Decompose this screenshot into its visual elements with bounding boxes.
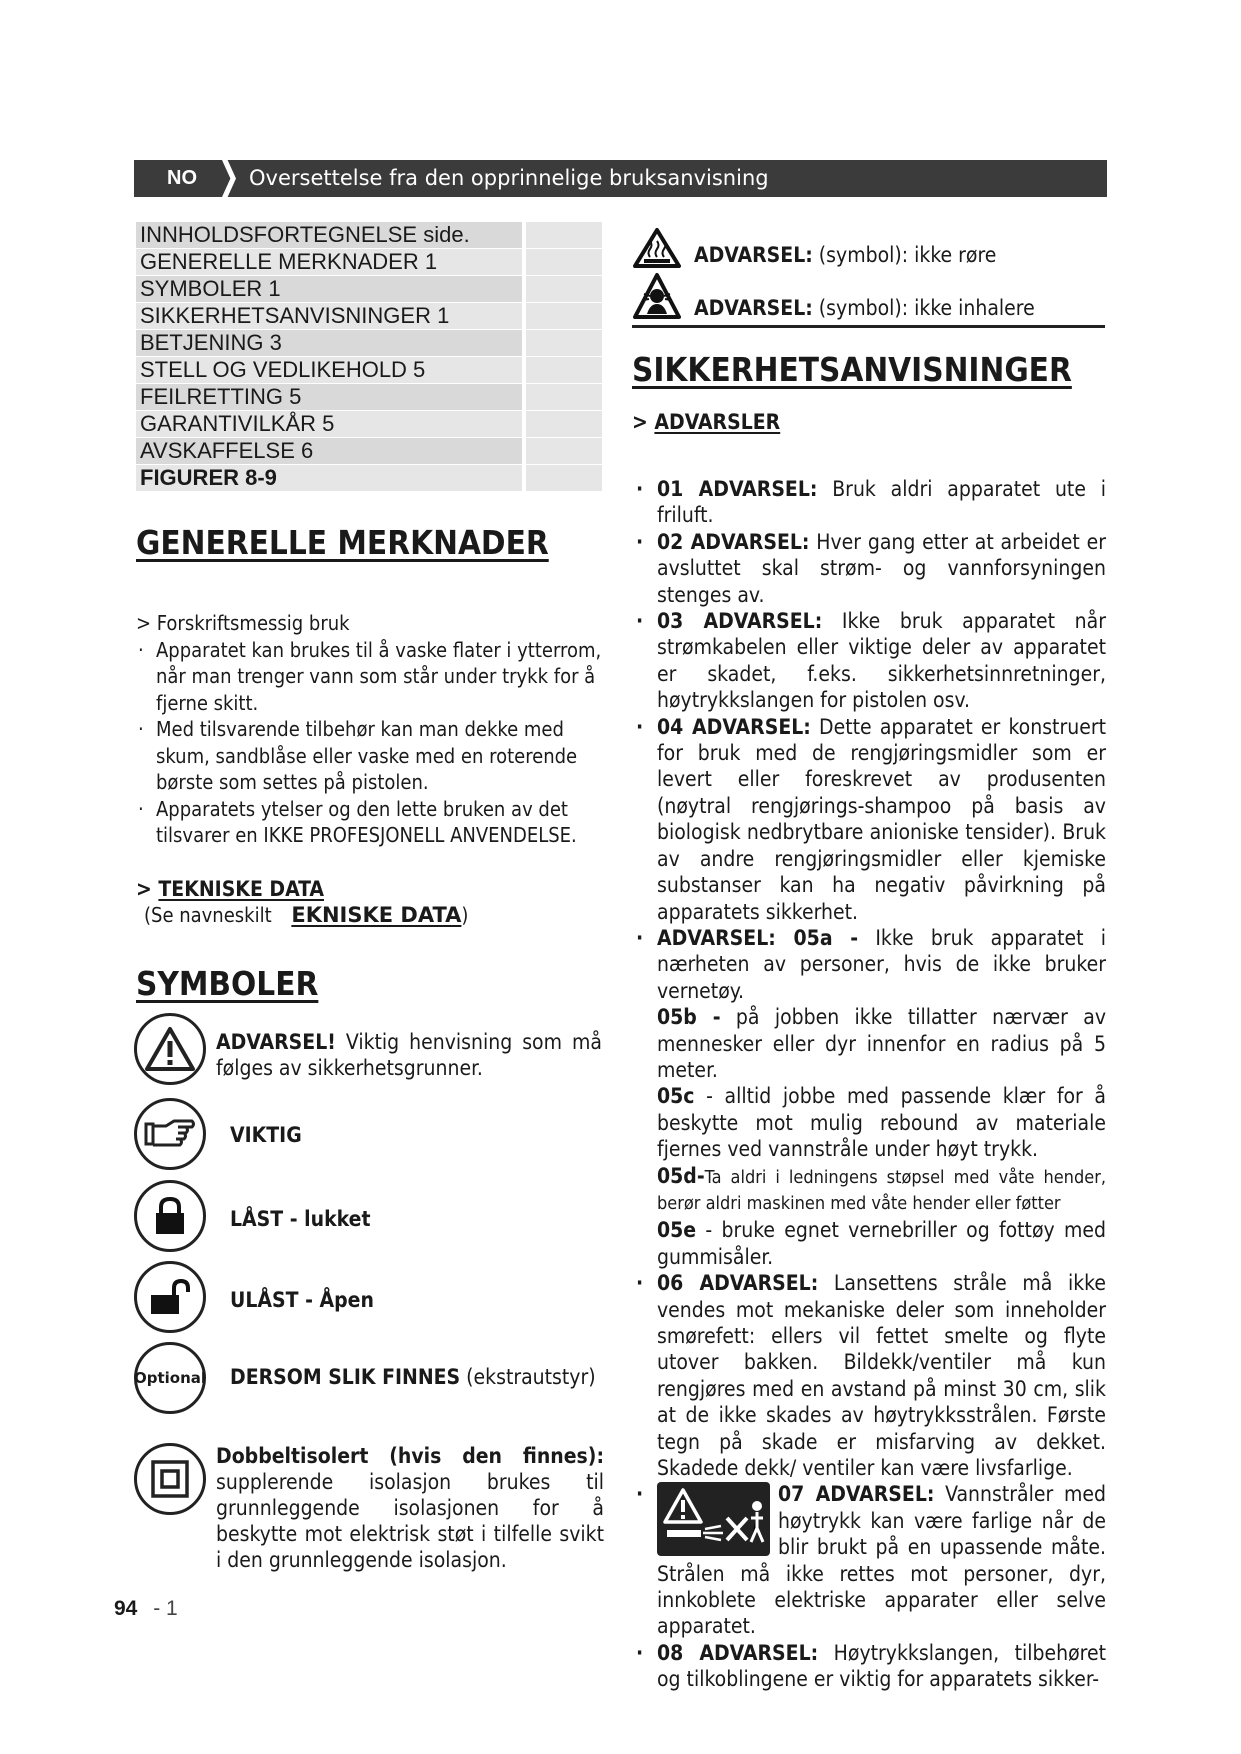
optional-icon	[134, 1342, 206, 1414]
page-footer	[114, 1597, 178, 1621]
warnings-subheading	[632, 410, 780, 434]
tech-data-heading	[136, 877, 324, 901]
warnings-arrow: >	[632, 410, 648, 434]
section-heading-safety: SIKKERHETSANVISNINGER	[632, 350, 1072, 389]
section-heading-symbols: SYMBOLER	[136, 964, 319, 1003]
hot-warning-label: ADVARSEL:	[694, 243, 813, 267]
warning-02: · 02 ADVARSEL: Hver gang etter at arbeidet er avsluttet skal strøm- og vannforsyningen stenges av.	[632, 529, 1106, 608]
warning-05c: 05c - alltid jobbe med passende klær for å beskytte mot mulig rebound av materiale fjernes ved vannstråle under høyt trykk.	[657, 1084, 1106, 1162]
tech-note-open: (Se navneskilt	[144, 903, 272, 927]
intended-use-label: > Forskriftsmessig bruk	[136, 611, 350, 635]
toc-row	[136, 276, 602, 302]
general-text	[136, 610, 602, 849]
toc-item: INNHOLDSFORTEGNELSE side.	[136, 222, 522, 248]
warning-08: · 08 ADVARSEL: Høytrykkslangen, tilbehøret og tilkoblingene er viktig for apparatets sikker-	[632, 1640, 1106, 1693]
hot-warning-text: (symbol): ikke røre	[812, 243, 997, 267]
toc-item: STELL OG VEDLIKEHOLD 5	[136, 357, 522, 383]
toc-item: FEILRETTING 5	[136, 384, 522, 410]
toc-item: FIGURER 8-9	[136, 465, 522, 491]
tech-note-close: )	[461, 903, 469, 927]
section-heading-general: GENERELLE MERKNADER	[136, 523, 549, 562]
tech-note-link[interactable]: EKNISKE DATA	[291, 903, 462, 927]
header-title: Oversettelse fra den opprinnelige bruksanvisning	[249, 166, 769, 190]
warning-05a: · ADVARSEL: 05a - Ikke bruk apparatet i nærheten av personer, hvis de ikke bruker vernetøy.	[632, 925, 1106, 1004]
toc-item: AVSKAFFELSE 6	[136, 438, 522, 464]
double-insulated-text: supplerende isolasjon brukes til grunnleggende isolasjonen for å beskytte mot elektrisk støt i tilfelle svikt i den grunnleggende isolasjon.	[216, 1470, 604, 1572]
general-bullet: · Med tilsvarende tilbehør kan man dekke med skum, sandblåse eller vaske med en roterende børste som settes på pistolen.	[136, 716, 602, 796]
water-jet-hazard-icon	[657, 1482, 770, 1556]
pointing-hand-icon	[134, 1098, 206, 1170]
toc-row	[136, 357, 602, 383]
tech-arrow: >	[136, 877, 152, 901]
general-bullet: · Apparatets ytelser og den lette bruken av det tilsvarer en IKKE PROFESJONELL ANVENDELSE.	[136, 796, 602, 849]
toc-item: BETJENING 3	[136, 330, 522, 356]
warning-01: · 01 ADVARSEL: Bruk aldri apparatet ute i friluft.	[632, 476, 1106, 529]
toc-item: GARANTIVILKÅR 5	[136, 411, 522, 437]
warnings-list	[632, 476, 1106, 1693]
toc-item: SYMBOLER 1	[136, 276, 522, 302]
language-badge: NO	[134, 160, 230, 197]
toc-item: GENERELLE MERKNADER 1	[136, 249, 522, 275]
toc-row	[136, 384, 602, 410]
warning-05d: 05d-Ta aldri i ledningens støpsel med våte hender, berør aldri maskinen med våte hender eller føtter	[657, 1163, 1106, 1214]
hot-surface-icon	[632, 227, 682, 273]
toc-row	[136, 330, 602, 356]
toc-row	[136, 303, 602, 329]
optional-icon-text: Optional	[133, 1369, 207, 1387]
double-insulated-label: Dobbeltisolert (hvis den finnes):	[216, 1444, 604, 1468]
toc-row	[136, 438, 602, 464]
locked-label: LÅST - lukket	[230, 1207, 371, 1231]
warning-04: · 04 ADVARSEL: Dette apparatet er konstruert for bruk med de rengjøringsmidler som er levert eller foreskrevet av produsenten (nøytral rengjørings-shampoo på basis av biologisk nedbrytbare anioniske tensider). Bruk av andre rengjøringsmidler eller kjemiske substanser kan ha negativ påvirkning på apparatets sikkerhet.	[632, 714, 1106, 925]
warning-triangle-icon	[134, 1013, 206, 1085]
toc-row	[136, 411, 602, 437]
optional-text: (ekstrautstyr)	[460, 1365, 596, 1389]
toc-row	[136, 465, 602, 491]
warning-07: · 07 ADVARSEL: Vannstråler med høytrykk kan være farlige når de blir brukt på en upassende måte. Strålen må ikke rettes mot personer, dyr, innkoblete elektriske apparater eller selve apparatet.	[632, 1481, 1106, 1639]
lock-open-icon	[134, 1261, 206, 1333]
page-sub: - 1	[153, 1597, 178, 1620]
warning-05b: 05b - på jobben ikke tillatter nærvær av mennesker eller dyr innenfor en radius på 5 meter.	[657, 1005, 1107, 1082]
important-label: VIKTIG	[230, 1123, 302, 1147]
warning-05e: 05e - bruke egnet vernebriller og fottøy med gummisåler.	[657, 1218, 1106, 1269]
tech-data-link[interactable]: TEKNISKE DATA	[158, 877, 324, 901]
warning-text: Viktig henvisning som må følges av sikkerhetsgrunner.	[216, 1030, 602, 1080]
general-bullet: · Apparatet kan brukes til å vaske flater i ytterrom, når man trenger vann som står under trykk for å fjerne skitt.	[136, 637, 602, 717]
optional-label: DERSOM SLIK FINNES	[230, 1365, 461, 1389]
divider	[632, 325, 1105, 328]
warning-03: · 03 ADVARSEL: Ikke bruk apparatet når strømkabelen eller viktige deler av apparatet er skadet, f.eks. sikkerhetsinnretninger, høytrykkslangen for pistolen osv.	[632, 608, 1106, 714]
toc-item: SIKKERHETSANVISNINGER 1	[136, 303, 522, 329]
warning-label: ADVARSEL!	[216, 1030, 336, 1054]
lock-closed-icon	[134, 1180, 206, 1252]
page-number: 94	[114, 1597, 138, 1620]
inhale-hazard-icon	[632, 272, 682, 324]
inhale-warning-label: ADVARSEL:	[694, 296, 813, 320]
tech-data-note	[144, 903, 468, 927]
warnings-link[interactable]: ADVARSLER	[654, 410, 781, 434]
double-insulation-icon	[134, 1443, 206, 1515]
table-of-contents	[136, 222, 602, 492]
inhale-warning-text: (symbol): ikke inhalere	[812, 296, 1035, 320]
unlocked-label: ULÅST - Åpen	[230, 1288, 374, 1312]
toc-row	[136, 249, 602, 275]
toc-row	[136, 222, 602, 248]
warning-06: · 06 ADVARSEL: Lansettens stråle må ikke vendes mot mekaniske deler som inneholder smørefett: ellers vil fettet smelte og flyte utover bakken. Bildekk/ventiler må kun rengjøres med en avstand på minst 30 cm, slik at de ikke skades av høytrykksstrålen. Første tegn på skade er misfarving av dekket. Skadede dekk/ ventiler kan være livsfarlige.	[632, 1270, 1106, 1481]
